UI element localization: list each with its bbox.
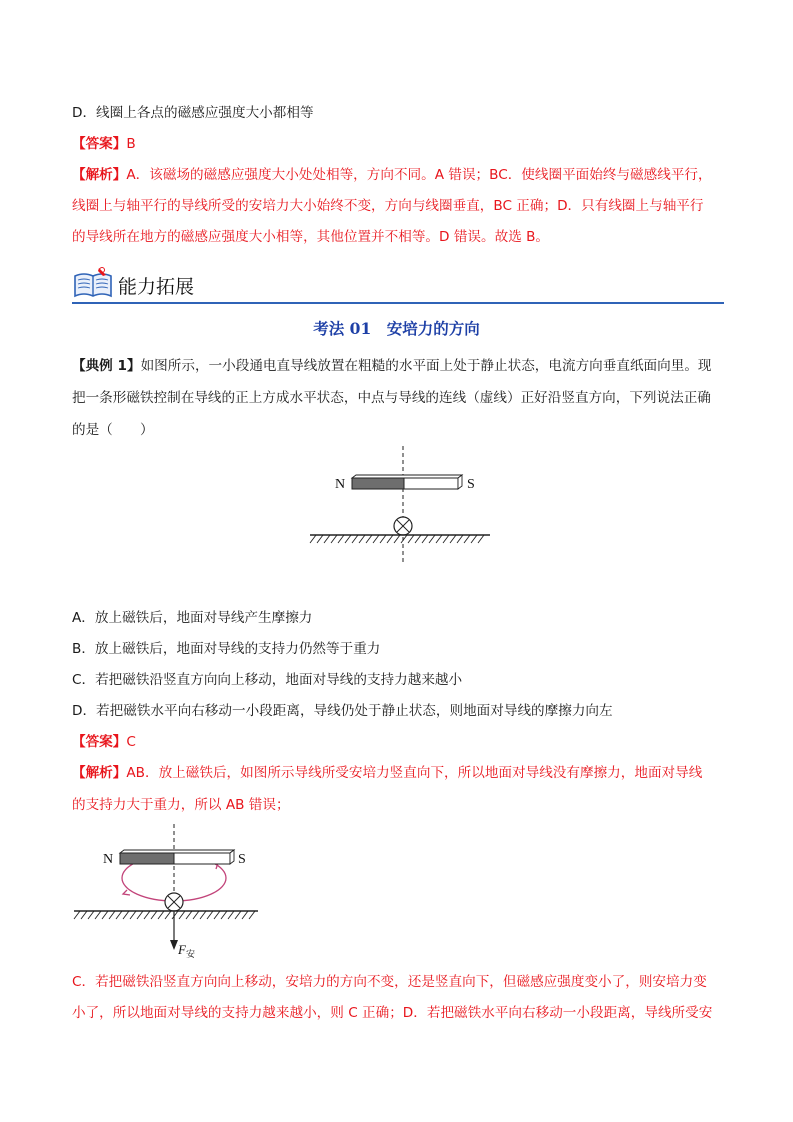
section-rule bbox=[72, 302, 724, 304]
analysis-1-line-3: 的导线所在地方的磁感应强度大小相等，其他位置并不相等。D 错误。故选 B。 bbox=[72, 229, 550, 245]
example-line-2: 把一条形磁铁控制在导线的正上方成水平状态，中点与导线的连线（虚线）正好沿竖直方向，下列说法正确 bbox=[72, 390, 711, 406]
analysis-2-line-3: C．若把磁铁沿竖直方向向上移动，安培力的方向不变，还是竖直向下，但磁感应强度变小了，则安培力变 bbox=[72, 974, 707, 990]
field-arrow-left bbox=[123, 890, 130, 895]
force-arrow-head bbox=[170, 940, 178, 950]
top-option-d: D．线圈上各点的磁感应强度大小都相等 bbox=[72, 105, 314, 121]
answer-1-label: 【答案】 bbox=[72, 136, 127, 152]
analysis-1-label: 【解析】 bbox=[72, 167, 127, 183]
section-title: 能力拓展 bbox=[118, 276, 195, 298]
north-label: N bbox=[335, 477, 346, 492]
magnet-north-half bbox=[120, 853, 174, 864]
example-label: 【典例 1】 bbox=[72, 358, 141, 374]
analysis-2-line-4: 小了，所以地面对导线的支持力越来越小，则 C 正确；D．若把磁铁水平向右移动一小段距离，导线所受安 bbox=[72, 1005, 713, 1021]
option-b: B．放上磁铁后，地面对导线的支持力仍然等于重力 bbox=[72, 641, 381, 657]
option-d: D．若把磁铁水平向右移动一小段距离，导线仍处于静止状态，则地面对导线的摩擦力向左 bbox=[72, 703, 613, 719]
section-header bbox=[72, 266, 724, 304]
figure-1 bbox=[300, 444, 500, 568]
ground-hatching bbox=[310, 535, 484, 543]
book-icon bbox=[72, 266, 114, 300]
answer-2 bbox=[72, 732, 722, 752]
option-c: C．若把磁铁沿竖直方向向上移动，地面对导线的支持力越来越小 bbox=[72, 672, 463, 688]
north-label: N bbox=[103, 852, 114, 867]
analysis-1-line-1: 【解析】A．该磁场的磁感应强度大小处处相等，方向不同。A 错误；BC．使线圈平面始终与磁感线平行， bbox=[72, 167, 712, 183]
answer-2-value: C bbox=[126, 734, 136, 750]
south-label: S bbox=[467, 477, 475, 492]
analysis-2-line-2: 的支持力大于重力，所以 AB 错误； bbox=[72, 797, 290, 813]
analysis-2-line-1: 【解析】AB．放上磁铁后，如图所示导线所受安培力竖直向下，所以地面对导线没有摩擦力，地面对导线 bbox=[72, 765, 703, 781]
magnet-south-half bbox=[404, 478, 458, 489]
method-title: 考法 01 安培力的方向 bbox=[313, 319, 480, 338]
answer-2-label: 【答案】 bbox=[72, 734, 127, 750]
answer-1-value: B bbox=[126, 136, 136, 152]
answer-1 bbox=[72, 134, 722, 154]
analysis-1-line-2: 线圈上与轴平行的导线所受的安培力大小始终不变，方向与线圈垂直，BC 正确；D．只有线圈上与轴平行 bbox=[72, 198, 704, 214]
example-line-1: 【典例 1】如图所示，一小段通电直导线放置在粗糙的水平面上处于静止状态，电流方向垂直纸面向里。现 bbox=[72, 358, 712, 374]
ground-hatching bbox=[74, 911, 255, 919]
magnet-south-half bbox=[174, 853, 230, 864]
figure-2 bbox=[72, 820, 272, 962]
example-line-3: 的是（ ） bbox=[72, 422, 154, 438]
analysis-2-label: 【解析】 bbox=[72, 765, 127, 781]
option-a: A．放上磁铁后，地面对导线产生摩擦力 bbox=[72, 610, 313, 626]
south-label: S bbox=[238, 852, 246, 867]
force-label: $F_安$ bbox=[178, 942, 195, 959]
magnet-north-half bbox=[352, 478, 404, 489]
